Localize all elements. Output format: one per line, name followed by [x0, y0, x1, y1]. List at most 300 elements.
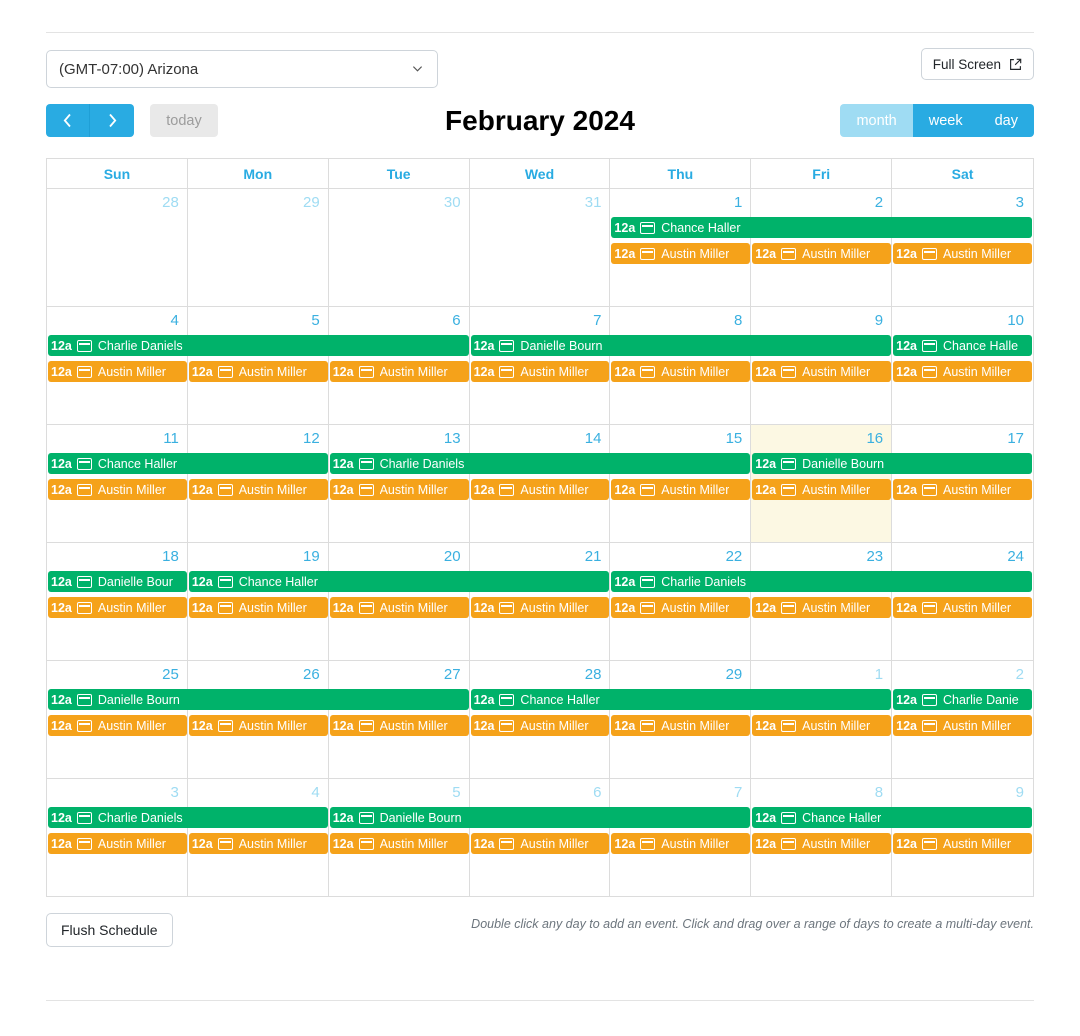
event-time: 12a [614, 220, 636, 235]
event-title: Austin Miller [238, 600, 307, 615]
external-link-icon [1009, 58, 1022, 71]
event-badge-icon [922, 366, 937, 378]
event-title: Austin Miller [661, 718, 730, 733]
event-title: Danielle Bourn [97, 692, 180, 707]
event-row [47, 807, 1033, 830]
weekday-sun: Sun [47, 159, 188, 188]
day-number: 24 [1007, 548, 1024, 565]
day-number: 5 [311, 312, 320, 329]
calendar-event[interactable] [330, 807, 751, 828]
event-row [47, 361, 1033, 384]
event-time: 12a [332, 364, 354, 379]
calendar-event[interactable] [471, 361, 610, 382]
event-badge-icon [922, 720, 937, 732]
event-badge-icon [640, 602, 655, 614]
event-time: 12a [473, 600, 495, 615]
event-badge-icon [781, 838, 796, 850]
event-time: 12a [896, 718, 917, 733]
day-number: 17 [1007, 430, 1024, 447]
event-badge-icon [922, 484, 937, 496]
calendar-event[interactable] [752, 715, 891, 736]
event-badge-icon [359, 812, 374, 824]
event-title: Austin Miller [943, 836, 1012, 851]
event-title: Austin Miller [943, 246, 1012, 261]
event-layer [47, 453, 1033, 541]
event-time: 12a [332, 456, 354, 471]
day-number: 2 [1015, 666, 1024, 683]
event-row [47, 715, 1033, 738]
event-time: 12a [332, 836, 354, 851]
event-title: Chance Haller [802, 810, 882, 825]
event-time: 12a [614, 718, 636, 733]
event-time: 12a [51, 836, 72, 851]
day-number: 6 [452, 312, 461, 329]
event-badge-icon [359, 458, 374, 470]
event-title: Austin Miller [943, 718, 1012, 733]
calendar-event[interactable] [330, 361, 469, 382]
weekday-sat: Sat [951, 166, 974, 182]
event-time: 12a [896, 246, 917, 261]
view-button-day[interactable]: day [979, 104, 1034, 137]
event-time: 12a [473, 482, 495, 497]
event-title: Austin Miller [802, 718, 871, 733]
calendar-footer [46, 913, 1034, 953]
event-badge-icon [922, 340, 937, 352]
event-badge-icon [218, 720, 233, 732]
calendar-event[interactable] [189, 571, 610, 592]
bottom-divider [46, 1000, 1034, 1001]
event-title: Chance Haller [520, 692, 600, 707]
calendar-event[interactable] [471, 597, 610, 618]
calendar-event[interactable] [330, 479, 469, 500]
calendar-event[interactable] [611, 715, 750, 736]
event-title: Austin Miller [802, 836, 871, 851]
event-title: Austin Miller [97, 836, 166, 851]
event-badge-icon [77, 838, 92, 850]
event-badge-icon [499, 720, 514, 732]
event-badge-icon [499, 484, 514, 496]
event-title: Austin Miller [238, 482, 307, 497]
calendar-event[interactable] [48, 571, 187, 592]
weekday-tue: Tue [329, 159, 470, 188]
event-time: 12a [191, 836, 213, 851]
event-time: 12a [614, 600, 636, 615]
event-badge-icon [218, 576, 233, 588]
event-time: 12a [896, 836, 917, 851]
event-time: 12a [896, 692, 917, 707]
event-time: 12a [51, 718, 72, 733]
calendar-event[interactable] [893, 597, 1032, 618]
event-badge-icon [77, 340, 92, 352]
event-title: Danielle Bourn [379, 810, 462, 825]
event-time: 12a [51, 574, 72, 589]
event-time: 12a [755, 836, 777, 851]
event-time: 12a [755, 810, 777, 825]
event-badge-icon [218, 838, 233, 850]
event-time: 12a [51, 456, 72, 471]
event-title: Austin Miller [802, 246, 871, 261]
event-time: 12a [473, 338, 495, 353]
day-number: 23 [866, 548, 884, 565]
event-title: Austin Miller [379, 600, 448, 615]
event-badge-icon [359, 720, 374, 732]
timezone-select[interactable] [46, 50, 438, 88]
event-time: 12a [191, 574, 213, 589]
event-time: 12a [191, 718, 213, 733]
event-row [47, 689, 1033, 712]
day-number: 28 [584, 666, 602, 683]
day-number: 3 [170, 784, 179, 801]
event-time: 12a [332, 482, 354, 497]
weekday-fri: Fri [751, 159, 892, 188]
calendar-week-row [47, 543, 1033, 661]
day-number: 31 [584, 194, 602, 211]
calendar-event[interactable] [893, 479, 1032, 500]
calendar-event[interactable] [611, 833, 750, 854]
event-title: Austin Miller [379, 836, 448, 851]
event-time: 12a [755, 482, 777, 497]
event-badge-icon [781, 720, 796, 732]
calendar-week-row [47, 661, 1033, 779]
calendar-event[interactable] [893, 689, 1032, 710]
event-badge-icon [359, 366, 374, 378]
calendar-event[interactable] [189, 479, 328, 500]
day-number: 14 [584, 430, 602, 447]
day-number: 10 [1007, 312, 1024, 329]
event-badge-icon [640, 838, 655, 850]
event-time: 12a [191, 482, 213, 497]
event-layer [47, 689, 1033, 777]
event-title: Austin Miller [379, 364, 448, 379]
event-title: Danielle Bourn [802, 456, 885, 471]
timezone-value: (GMT-07:00) Arizona [59, 60, 199, 78]
page-title: February 2024 [445, 105, 635, 136]
calendar-event[interactable] [48, 807, 328, 828]
day-number: 8 [874, 784, 884, 801]
event-badge-icon [781, 366, 796, 378]
day-number: 15 [725, 430, 743, 447]
event-badge-icon [781, 248, 796, 260]
chevron-down-icon [412, 63, 423, 74]
event-title: Austin Miller [661, 246, 730, 261]
event-time: 12a [473, 718, 495, 733]
event-title: Chance Haller [238, 574, 318, 589]
calendar-grid [46, 158, 1034, 897]
calendar-event[interactable] [189, 597, 328, 618]
calendar-event[interactable] [189, 715, 328, 736]
event-badge-icon [359, 484, 374, 496]
event-row [47, 453, 1033, 476]
event-title: Austin Miller [97, 600, 166, 615]
calendar-event[interactable] [611, 361, 750, 382]
calendar-toolbar [46, 104, 1034, 150]
event-title: Austin Miller [802, 600, 871, 615]
event-title: Austin Miller [97, 482, 166, 497]
event-badge-icon [77, 458, 92, 470]
day-number: 13 [443, 430, 461, 447]
calendar-event[interactable] [48, 335, 469, 356]
day-number: 9 [1015, 784, 1024, 801]
calendar-event[interactable] [330, 597, 469, 618]
event-row [47, 479, 1033, 502]
event-row [47, 571, 1033, 594]
event-title: Charlie Daniels [97, 338, 183, 353]
event-time: 12a [896, 364, 917, 379]
calendar-event[interactable] [48, 453, 328, 474]
event-time: 12a [51, 600, 72, 615]
event-layer [47, 217, 1033, 305]
event-time: 12a [755, 364, 777, 379]
view-switch-group [840, 104, 1034, 137]
day-number: 1 [874, 666, 884, 683]
day-number: 22 [725, 548, 743, 565]
event-time: 12a [896, 600, 917, 615]
event-badge-icon [77, 484, 92, 496]
event-title: Austin Miller [520, 836, 589, 851]
event-title: Austin Miller [661, 600, 730, 615]
calendar-event[interactable] [48, 689, 469, 710]
event-title: Chance Haller [661, 220, 741, 235]
event-title: Austin Miller [520, 364, 589, 379]
event-badge-icon [218, 484, 233, 496]
event-time: 12a [614, 574, 636, 589]
event-layer [47, 335, 1033, 423]
event-time: 12a [332, 810, 354, 825]
calendar-event[interactable] [48, 597, 187, 618]
calendar-event[interactable] [48, 479, 187, 500]
calendar-event[interactable] [893, 361, 1032, 382]
calendar-event[interactable] [752, 361, 891, 382]
event-time: 12a [51, 338, 72, 353]
calendar-event[interactable] [893, 715, 1032, 736]
day-number: 7 [593, 312, 602, 329]
event-time: 12a [614, 364, 636, 379]
view-button-week[interactable]: week [913, 104, 979, 137]
weekday-header-row [47, 159, 1033, 189]
event-title: Austin Miller [379, 718, 448, 733]
event-title: Austin Miller [520, 482, 589, 497]
calendar-event[interactable] [48, 715, 187, 736]
event-badge-icon [922, 248, 937, 260]
day-number: 19 [303, 548, 320, 565]
calendar-event[interactable] [611, 217, 1032, 238]
calendar-event[interactable] [471, 335, 892, 356]
event-row [47, 833, 1033, 856]
full-screen-button[interactable] [921, 48, 1034, 80]
weekday-wed: Wed [470, 159, 611, 188]
day-number: 25 [162, 666, 179, 683]
event-title: Austin Miller [802, 482, 871, 497]
event-badge-icon [922, 602, 937, 614]
weekday-mon: Mon [188, 159, 329, 188]
flush-schedule-button[interactable]: Flush Schedule [46, 913, 173, 947]
event-badge-icon [77, 812, 92, 824]
event-time: 12a [51, 364, 72, 379]
event-time: 12a [755, 246, 777, 261]
day-number: 21 [584, 548, 602, 565]
event-title: Charlie Daniels [97, 810, 183, 825]
calendar-event[interactable] [752, 597, 891, 618]
event-badge-icon [781, 484, 796, 496]
timezone-row [46, 50, 1034, 90]
event-title: Austin Miller [943, 600, 1012, 615]
event-time: 12a [896, 338, 917, 353]
day-number: 26 [303, 666, 320, 683]
event-title: Danielle Bour [97, 574, 173, 589]
event-time: 12a [755, 718, 777, 733]
event-time: 12a [51, 692, 72, 707]
today-button[interactable]: today [150, 104, 218, 137]
full-screen-label: Full Screen [932, 56, 1001, 72]
event-title: Austin Miller [97, 364, 166, 379]
day-number: 6 [593, 784, 602, 801]
event-title: Austin Miller [943, 364, 1012, 379]
event-badge-icon [359, 838, 374, 850]
calendar-event[interactable] [752, 833, 891, 854]
event-title: Austin Miller [661, 836, 730, 851]
calendar-event[interactable] [611, 597, 750, 618]
calendar-event[interactable] [48, 833, 187, 854]
event-title: Austin Miller [661, 364, 730, 379]
event-time: 12a [473, 692, 495, 707]
calendar-week-row [47, 779, 1033, 897]
calendar-event[interactable] [893, 243, 1032, 264]
calendar-week-row [47, 189, 1033, 307]
calendar-event[interactable] [893, 833, 1032, 854]
calendar-event[interactable] [611, 243, 750, 264]
event-badge-icon [922, 694, 937, 706]
event-time: 12a [755, 456, 777, 471]
event-row [47, 243, 1033, 266]
calendar-event[interactable] [611, 571, 1032, 592]
day-number: 20 [443, 548, 461, 565]
calendar-event[interactable] [330, 715, 469, 736]
event-layer [47, 571, 1033, 659]
calendar-event[interactable] [189, 361, 328, 382]
event-time: 12a [332, 600, 354, 615]
event-title: Austin Miller [97, 718, 166, 733]
event-badge-icon [781, 812, 796, 824]
calendar-week-row [47, 307, 1033, 425]
event-badge-icon [359, 602, 374, 614]
view-button-month[interactable]: month [840, 104, 912, 137]
day-number: 12 [303, 430, 320, 447]
day-number: 9 [874, 312, 884, 329]
day-number: 4 [170, 312, 179, 329]
calendar-event[interactable] [752, 479, 891, 500]
calendar-event[interactable] [189, 833, 328, 854]
calendar-event[interactable] [611, 479, 750, 500]
event-title: Charlie Danie [943, 692, 1019, 707]
event-title: Charlie Daniels [661, 574, 747, 589]
day-number: 27 [443, 666, 461, 683]
day-number: 29 [303, 194, 320, 211]
calendar-hint-text: Double click any day to add an event. Click and drag over a range of days to create a multi-day event. [471, 917, 1034, 931]
weekday-thu: Thu [610, 159, 751, 188]
calendar-event[interactable] [471, 833, 610, 854]
day-number: 1 [733, 194, 743, 211]
event-row [47, 217, 1033, 240]
event-badge-icon [499, 838, 514, 850]
event-badge-icon [640, 222, 655, 234]
calendar-week-row [47, 425, 1033, 543]
event-title: Austin Miller [238, 718, 307, 733]
event-badge-icon [499, 340, 514, 352]
calendar-event[interactable] [48, 361, 187, 382]
event-title: Austin Miller [379, 482, 448, 497]
event-badge-icon [499, 366, 514, 378]
day-number: 3 [1015, 194, 1024, 211]
calendar-event[interactable] [471, 715, 610, 736]
event-badge-icon [640, 720, 655, 732]
event-time: 12a [332, 718, 354, 733]
event-row [47, 597, 1033, 620]
day-number: 30 [443, 194, 461, 211]
event-time: 12a [51, 482, 72, 497]
day-number: 5 [452, 784, 461, 801]
event-time: 12a [614, 836, 636, 851]
event-title: Austin Miller [802, 364, 871, 379]
calendar-event[interactable] [471, 689, 892, 710]
calendar-event[interactable] [471, 479, 610, 500]
event-badge-icon [640, 366, 655, 378]
day-number: 29 [725, 666, 743, 683]
calendar-event[interactable] [752, 243, 891, 264]
event-title: Austin Miller [943, 482, 1012, 497]
event-badge-icon [77, 602, 92, 614]
day-number: 8 [733, 312, 743, 329]
event-badge-icon [499, 602, 514, 614]
day-number: 16 [866, 430, 884, 447]
event-time: 12a [191, 364, 213, 379]
event-time: 12a [51, 810, 72, 825]
event-badge-icon [640, 576, 655, 588]
event-badge-icon [77, 366, 92, 378]
day-number: 28 [162, 194, 179, 211]
event-title: Austin Miller [520, 718, 589, 733]
event-badge-icon [781, 602, 796, 614]
event-title: Austin Miller [238, 364, 307, 379]
event-time: 12a [191, 600, 213, 615]
event-time: 12a [614, 246, 636, 261]
event-badge-icon [77, 694, 92, 706]
event-time: 12a [896, 482, 917, 497]
day-number: 11 [163, 430, 179, 447]
event-badge-icon [218, 602, 233, 614]
event-badge-icon [781, 458, 796, 470]
event-title: Austin Miller [238, 836, 307, 851]
calendar-event[interactable] [893, 335, 1032, 356]
event-badge-icon [77, 720, 92, 732]
calendar-event[interactable] [330, 833, 469, 854]
event-time: 12a [473, 364, 495, 379]
event-badge-icon [77, 576, 92, 588]
event-badge-icon [922, 838, 937, 850]
calendar-event[interactable] [330, 453, 751, 474]
day-number: 2 [874, 194, 884, 211]
event-title: Chance Halle [943, 338, 1019, 353]
event-title: Charlie Daniels [379, 456, 465, 471]
event-row [47, 335, 1033, 358]
event-title: Austin Miller [520, 600, 589, 615]
calendar-event[interactable] [752, 807, 1032, 828]
event-title: Danielle Bourn [520, 338, 603, 353]
calendar-event[interactable] [752, 453, 1032, 474]
event-badge-icon [640, 484, 655, 496]
event-layer [47, 807, 1033, 895]
calendar-weeks [47, 189, 1033, 897]
event-time: 12a [473, 836, 495, 851]
